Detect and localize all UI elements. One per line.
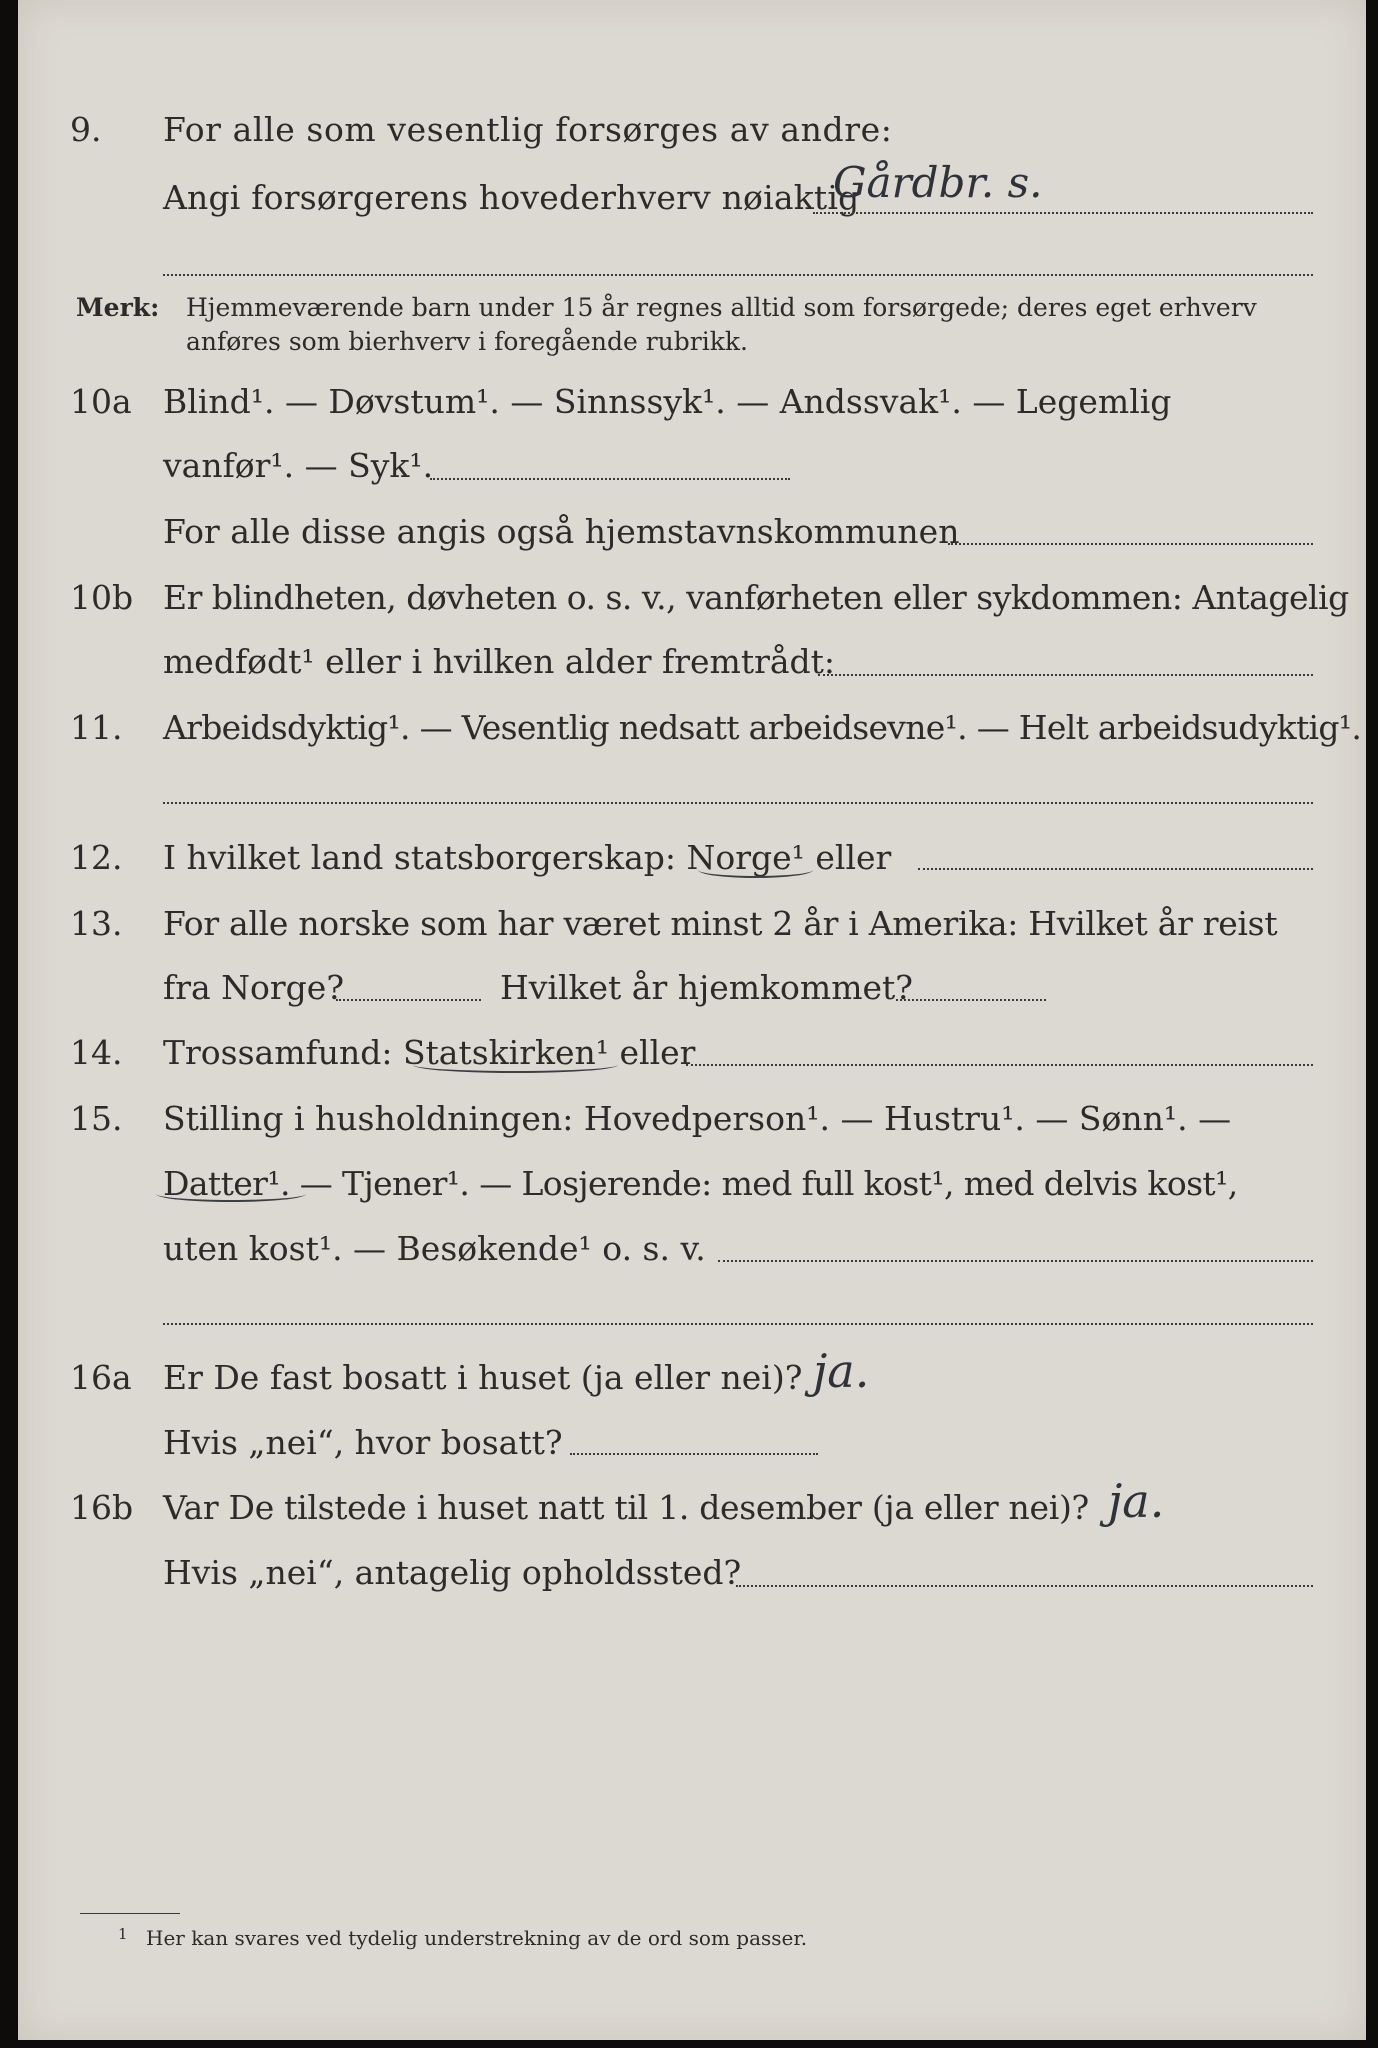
answer-line	[336, 999, 481, 1001]
item-13-line2	[18, 968, 1366, 1018]
item-16a	[18, 1344, 1366, 1408]
item-10a-line2	[18, 446, 1366, 496]
item-13	[18, 904, 1366, 954]
answer-line	[163, 1323, 1313, 1325]
item-text: For alle som vesentlig forsørges av andre:	[163, 110, 893, 149]
item-text: Datter¹. — Tjener¹. — Losjerende: med full kost¹, med delvis kost¹,	[163, 1164, 1238, 1203]
item-number: 10a	[70, 382, 132, 421]
item-16b	[18, 1474, 1366, 1538]
item-number: 11.	[70, 708, 123, 747]
item-text: Blind¹. — Døvstum¹. — Sinnssyk¹. — Andssvak¹. — Legemlig	[163, 382, 1172, 421]
answer-line	[718, 1260, 1313, 1262]
item-text: I hvilket land statsborgerskap: Norge¹ eller	[163, 838, 892, 877]
item-text: Hvis „nei“, antagelig opholdssted?	[163, 1553, 742, 1592]
underline-mark	[156, 1186, 306, 1202]
item-14	[18, 1033, 1366, 1083]
handwritten-answer: Gårdbr. s.	[833, 158, 1043, 207]
underline-mark	[413, 1057, 618, 1073]
answer-line	[686, 1064, 1313, 1066]
answer-line	[948, 543, 1313, 545]
item-11	[18, 708, 1366, 758]
item-text: Er blindheten, døvheten o. s. v., vanførheten eller sykdommen: Antagelig	[163, 578, 1349, 617]
footnote-mark: 1	[118, 1925, 128, 1943]
item-text: Trossamfund: Statskirken¹ eller	[163, 1033, 696, 1072]
item-number: 9.	[70, 110, 102, 149]
merk-note: Hjemmeværende barn under 15 år regnes alltid som forsørgede; deres eget erhverv	[186, 293, 1257, 322]
item-16a-line2	[18, 1423, 1366, 1473]
item-text: Arbeidsdyktig¹. — Vesentlig nedsatt arbeidsevne¹. — Helt arbeidsudyktig¹.	[163, 708, 1362, 747]
answer-line	[430, 478, 790, 480]
answer-line	[818, 674, 1313, 676]
footnote-rule	[80, 1913, 180, 1914]
footnote-text: Her kan svares ved tydelig understrekning av de ord som passer.	[146, 1926, 808, 1950]
item-text: Hvis „nei“, hvor bosatt?	[163, 1423, 563, 1462]
item-text: Var De tilstede i huset natt til 1. desember (ja eller nei)?	[163, 1488, 1089, 1527]
answer-line	[570, 1453, 818, 1455]
item-number: 12.	[70, 838, 123, 877]
answer-line	[736, 1585, 1313, 1587]
item-10b	[18, 578, 1366, 628]
handwritten-answer: ja.	[813, 1344, 870, 1398]
handwritten-answer: ja.	[1108, 1474, 1165, 1528]
underline-mark	[698, 862, 813, 878]
census-form-page	[18, 0, 1366, 2040]
item-number: 16b	[70, 1488, 134, 1527]
item-12	[18, 838, 1366, 888]
item-10a-line3	[18, 512, 1366, 562]
answer-line	[163, 802, 1313, 804]
answer-line	[918, 868, 1313, 870]
answer-line	[896, 999, 1046, 1001]
answer-line	[163, 274, 1313, 276]
item-text: medfødt¹ eller i hvilken alder fremtrådt:	[163, 642, 836, 681]
item-10a	[18, 382, 1366, 432]
item-number: 10b	[70, 578, 134, 617]
item-number: 16a	[70, 1358, 132, 1397]
item-text: For alle norske som har været minst 2 år i Amerika: Hvilket år reist	[163, 904, 1278, 943]
item-10b-line2	[18, 642, 1366, 692]
item-15-line3	[18, 1229, 1366, 1279]
item-9-line2	[18, 158, 1366, 228]
item-text: Stilling i husholdningen: Hovedperson¹. — Hustru¹. — Sønn¹. —	[163, 1099, 1232, 1138]
merk-note: anføres som bierhverv i foregående rubrikk.	[186, 327, 748, 356]
item-text: Hvilket år hjemkommet?	[500, 968, 913, 1007]
merk-label: Merk:	[76, 293, 160, 322]
item-15	[18, 1099, 1366, 1149]
item-text: For alle disse angis også hjemstavnskommunen	[163, 512, 960, 551]
item-9	[18, 110, 1366, 160]
item-text: Angi forsørgerens hovederhverv nøiaktig	[163, 178, 860, 217]
item-text: uten kost¹. — Besøkende¹ o. s. v.	[163, 1229, 706, 1268]
item-text: Er De fast bosatt i huset (ja eller nei)?	[163, 1358, 803, 1397]
answer-line	[813, 212, 1313, 214]
item-number: 14.	[70, 1033, 123, 1072]
item-text: fra Norge?	[163, 968, 345, 1007]
item-number: 13.	[70, 904, 123, 943]
item-number: 15.	[70, 1099, 123, 1138]
item-text: vanfør¹. — Syk¹.	[163, 446, 434, 485]
item-16b-line2	[18, 1553, 1366, 1603]
